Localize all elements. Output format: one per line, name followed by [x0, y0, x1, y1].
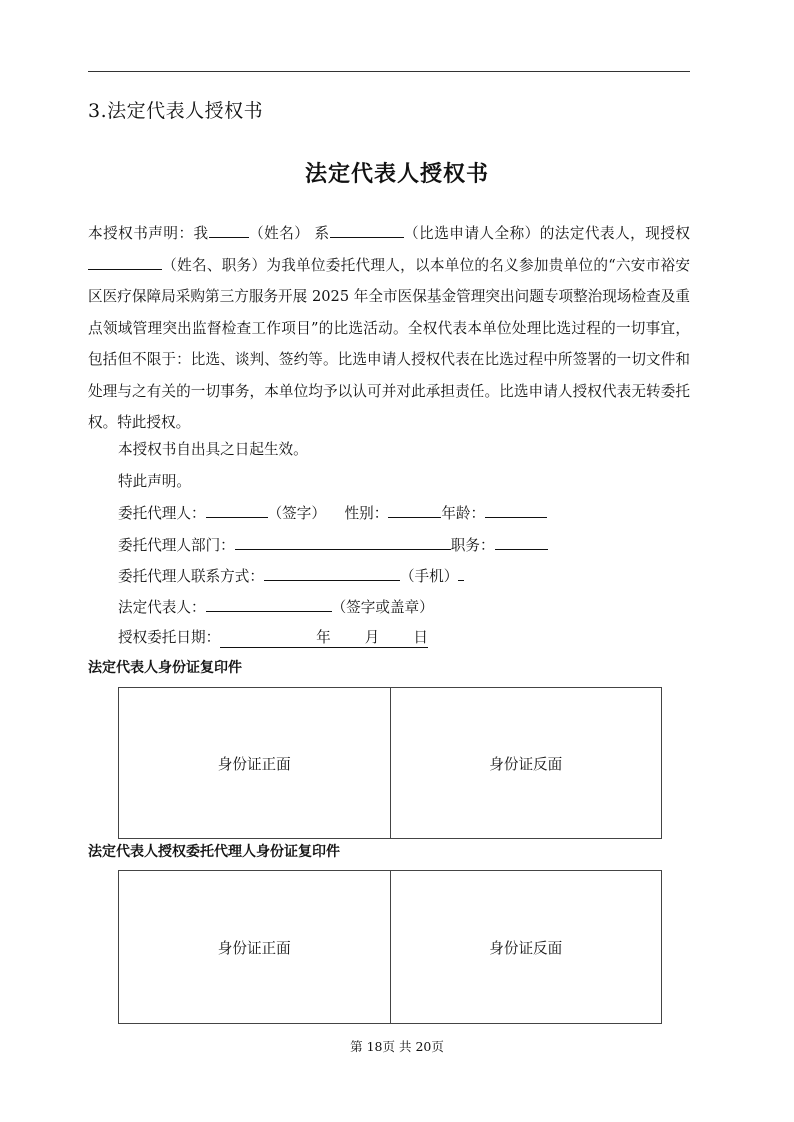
id-section-heading-2: 法定代表人授权委托代理人身份证复印件	[88, 844, 340, 860]
gender-label: 性别：	[344, 505, 389, 522]
name-blank[interactable]	[209, 222, 249, 238]
position-field[interactable]	[495, 534, 548, 550]
id-copy-box-2	[118, 870, 662, 1024]
contact-suffix: （手机）	[399, 568, 459, 585]
agent-blank[interactable]	[88, 254, 162, 270]
declaration-paragraph	[88, 218, 690, 439]
gender-field[interactable]	[388, 502, 441, 518]
contact-field[interactable]	[264, 565, 400, 581]
agent-sign-field[interactable]	[206, 502, 268, 518]
id-copy-box-1	[118, 687, 662, 839]
legal-rep-row	[118, 596, 434, 617]
document-title: 法定代表人授权书	[304, 162, 489, 187]
agent-label: 委托代理人：	[118, 505, 206, 522]
contact-row	[118, 565, 464, 586]
dept-row	[118, 534, 548, 555]
header-rule	[88, 71, 690, 72]
id-front-cell: 身份证正面	[217, 939, 291, 957]
id-back-cell: 身份证反面	[390, 688, 662, 838]
declaration-text-1: 本授权书声明：我	[88, 225, 209, 242]
age-label: 年龄：	[441, 505, 486, 522]
dept-field[interactable]	[235, 534, 451, 550]
legal-rep-field[interactable]	[206, 596, 332, 612]
agent-sign-note: （签字）	[267, 505, 326, 522]
id-back-cell: 身份证反面	[390, 871, 662, 1023]
id-front-cell: 身份证正面	[217, 755, 291, 773]
position-label: 职务：	[450, 537, 495, 554]
effective-text: 本授权书自出具之日起生效。	[118, 441, 308, 458]
id-section-heading-1: 法定代表人身份证复印件	[88, 660, 242, 676]
statement-text: 特此声明。	[118, 473, 191, 490]
legal-rep-label: 法定代表人：	[118, 599, 206, 616]
declaration-text-2: （姓名） 系	[248, 225, 330, 242]
dept-label: 委托代理人部门：	[118, 537, 235, 554]
agent-row	[118, 502, 547, 523]
date-label: 授权委托日期：	[118, 629, 221, 646]
declaration-text-4: （姓名、职务）为我单位委托代理人，以本单位的名义参加贵单位的“六安市裕安区医疗保障局采购第三方服务开展 2025 年全市医保基金管理突出问题专项整治现场检查及重点领域管理突出监督检查工作项目”的比选活动。全权代表本单位处理比选过程的一切事宜，包括但不限于：比选、谈判、签约等。比选申请人授权代表在比选过程中所签署的一切文件和处理与之有关的一切事务，本单位均予以认可并对此承担责任。比选申请人授权代表无转委托权。特此授权。	[88, 256, 690, 431]
section-heading: 3.法定代表人授权书	[88, 100, 264, 122]
year-label: 年	[316, 629, 331, 646]
date-field[interactable]	[220, 626, 428, 648]
declaration-text-3: （比选申请人全称）的法定代表人，现授权	[403, 225, 690, 242]
contact-extra-field[interactable]	[458, 565, 464, 581]
page-footer: 第 18页 共 20页	[350, 1039, 444, 1054]
contact-label: 委托代理人联系方式：	[118, 568, 264, 585]
age-field[interactable]	[485, 502, 547, 518]
legal-rep-sign-note: （签字或盖章）	[331, 599, 434, 616]
applicant-blank[interactable]	[330, 222, 404, 238]
month-label: 月	[364, 629, 380, 646]
date-row	[118, 626, 428, 648]
day-label: 日	[413, 629, 428, 646]
